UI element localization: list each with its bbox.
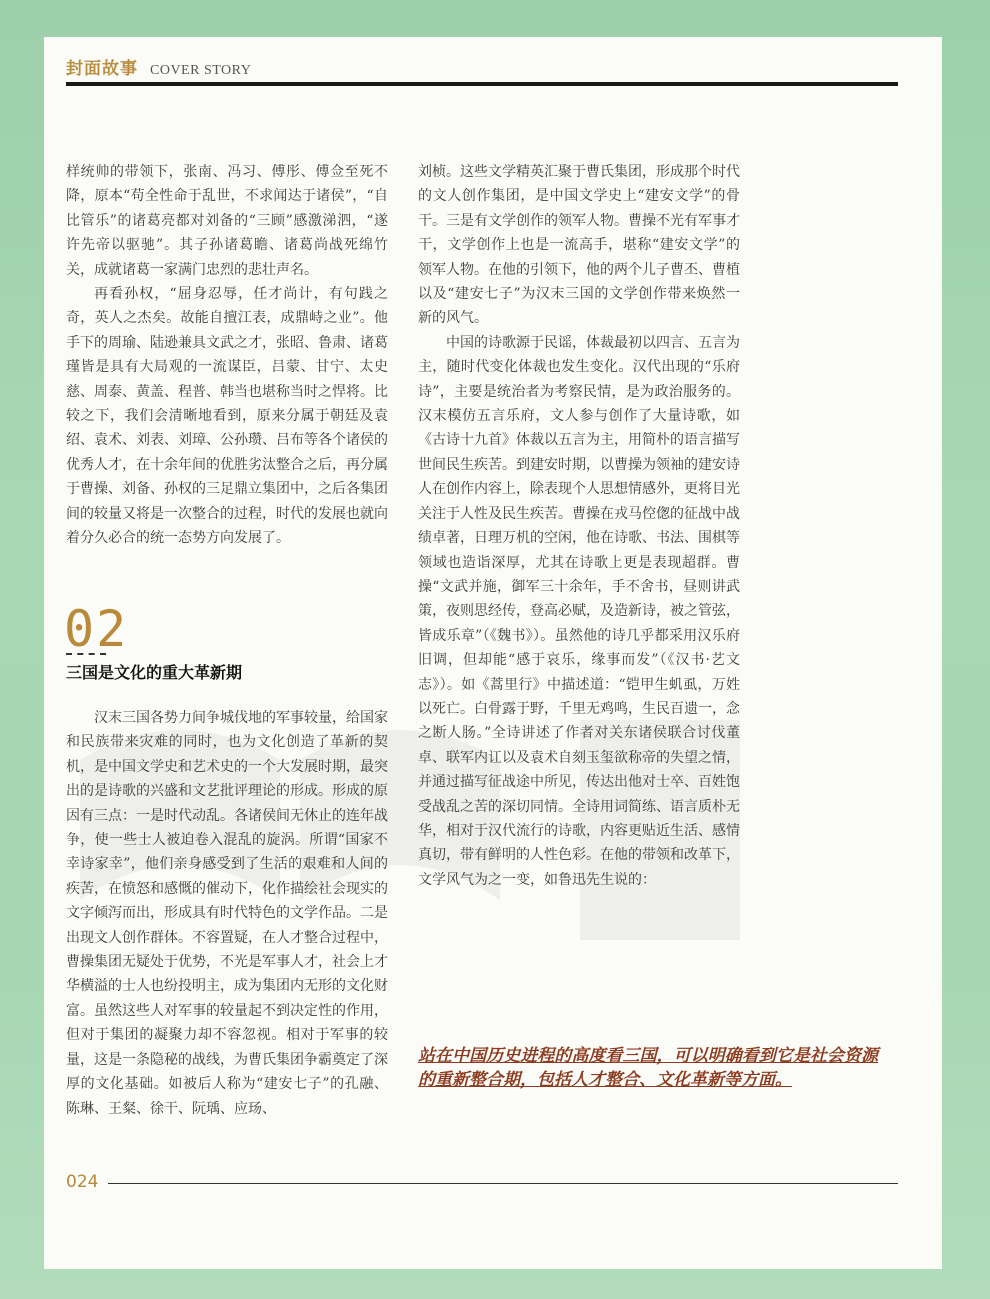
section-title: 三国是文化的重大革新期 [66,663,243,682]
section-label-cn: 封面故事 [66,59,138,79]
paragraph: 刘桢。这些文学精英汇聚于曹氏集团，形成那个时代的文人创作集团，是中国文学史上“建安文学”的骨干。三是有文学创作的领军人物。曹操不光有军事才干，文学创作上也是一流高手，堪称“建安文学”的领军人物。在他的引领下，他的两个儿子曹丕、曹植以及“建安七子”为汉末三国的文学创作带来焕然一新的风气。 [418,164,740,327]
paragraph: 汉末三国各势力间争城伐地的军事较量，给国家和民族带来灾难的同时，也为文化创造了革新的契机，是中国文学史和艺术史的一个大发展时期，最突出的是诗歌的兴盛和文艺批评理论的形成。形成的原因有三点：一是时代动乱。各诸侯间无休止的连年战争，使一些士人被迫卷入混乱的旋涡。所谓“国家不幸诗家幸”，他们亲身感受到了生活的艰难和人间的疾苦，在愤怒和感慨的催动下，化作描绘社会现实的文字倾泻而出，形成具有时代特色的文学作品。二是出现文人创作群体。不容置疑，在人才整合过程中，曹操集团无疑处于优势，不光是军事人才，社会上才华横溢的士人也纷投明主，成为集团内无形的文化财富。虽然这些人对军事的较量起不到决定性的作用，但对于集团的凝聚力却不容忽视。相对于军事的较量，这是一条隐秘的战线，为曹氏集团争霸奠定了深厚的文化基础。如被后人称为“建安七子”的孔融、陈琳、王粲、徐干、阮瑀、应玚、 [66,710,388,1117]
left-column-top [66,160,388,551]
header-divider [66,82,898,86]
page-number: 024 [66,1172,99,1192]
right-column [418,160,740,892]
pull-quote-text: 站在中国历史进程的高度看三国，可以明确看到它是社会资源的重新整合期，包括人才整合、文化革新等方面。 [418,1046,878,1090]
paragraph: 再看孙权，“屈身忍辱，任才尚计，有句践之奇，英人之杰矣。故能自擅江表，成鼎峙之业”。他手下的周瑜、陆逊兼具文武之才，张昭、鲁肃、诸葛瑾皆是具有大局观的一流谋臣，吕蒙、甘宁、太史慈、周泰、黄盖、程普、韩当也堪称当时之悍将。比较之下，我们会清晰地看到，原来分属于朝廷及袁绍、袁术、刘表、刘璋、公孙瓒、吕布等各个诸侯的优秀人才，在十余年间的优胜劣汰整合之后，再分属于曹操、刘备、孙权的三足鼎立集团中，之后各集团间的较量又将是一次整合的过程，时代的发展也就向着分久必合的统一态势方向发展了。 [66,286,388,547]
paragraph: 样统帅的带领下，张南、冯习、傅彤、傅佥至死不降，原本“苟全性命于乱世，不求闻达于诸侯”，“自比管乐”的诸葛亮都对刘备的“三顾”感激涕泗，“遂许先帝以驱驰”。其子孙诸葛瞻、诸葛尚战死绵竹关，成就诸葛一家满门忠烈的悲壮声名。 [66,164,388,278]
paragraph: 中国的诗歌源于民谣，体裁最初以四言、五言为主，随时代变化体裁也发生变化。汉代出现的“乐府诗”，主要是统治者为考察民情，是为政治服务的。汉末模仿五言乐府，文人参与创作了大量诗歌，如《古诗十九首》体裁以五言为主，用简朴的语言描写世间民生疾苦。到建安时期，以曹操为领袖的建安诗人在创作内容上，除表现个人思想情感外，更将目光关注于人性及民生疾苦。曹操在戎马倥偬的征战中战绩卓著，日理万机的空闲，他在诗歌、书法、围棋等领域也造诣深厚，尤其在诗歌上更是表现超群。曹操“文武并施，御军三十余年，手不舍书，昼则讲武策，夜则思经传，登高必赋，及造新诗，被之管弦，皆成乐章”（《魏书》）。虽然他的诗几乎都采用汉乐府旧调，但却能“感于哀乐，缘事而发”（《汉书·艺文志》）。如《蒿里行》中描述道：“铠甲生虮虱，万姓以死亡。白骨露于野，千里无鸡鸣，生民百遗一，念之断人肠。”全诗讲述了作者对关东诸侯联合讨伐董卓、联军内讧以及袁术自刻玉玺欲称帝的失望之情，并通过描写征战途中所见，传达出他对士卒、百姓饱受战乱之苦的深切同情。全诗用词简练、语言质朴无华，相对于汉代流行的诗歌，内容更贴近生活、感情真切，带有鲜明的人性色彩。在他的带领和改革下，文学风气为之一变，如鲁迅先生说的： [418,334,740,888]
pull-quote [418,1044,878,1092]
section-label-en: COVER STORY [150,63,252,78]
section-dash-divider [66,653,106,655]
footer-divider [108,1183,898,1184]
left-column-bottom [66,706,388,1121]
section-header [66,54,251,79]
section-number: 02 [64,600,129,658]
